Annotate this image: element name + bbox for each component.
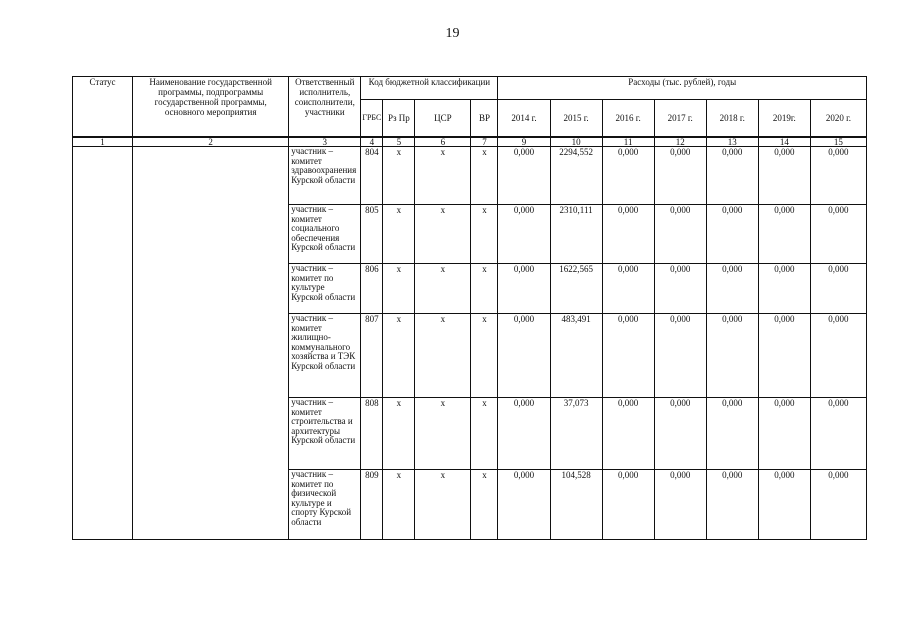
column-number: 13	[706, 137, 758, 147]
header-expenses: Расходы (тыс. рублей), годы	[498, 77, 867, 100]
header-year: 2017 г.	[654, 100, 706, 138]
csr-cell: х	[415, 398, 471, 470]
header-budget-code: Код бюджетной классификации	[361, 77, 498, 100]
value-cell: 0,000	[810, 470, 866, 540]
value-cell: 0,000	[654, 314, 706, 398]
status-cell	[73, 147, 133, 540]
value-cell: 0,000	[498, 314, 550, 398]
rzpr-cell: х	[383, 205, 415, 264]
value-cell: 0,000	[706, 398, 758, 470]
vr-cell: х	[471, 147, 498, 205]
column-number: 15	[810, 137, 866, 147]
column-number: 5	[383, 137, 415, 147]
value-cell: 0,000	[706, 314, 758, 398]
value-cell: 0,000	[602, 205, 654, 264]
value-cell: 0,000	[706, 264, 758, 314]
header-year: 2015 г.	[550, 100, 602, 138]
budget-table	[72, 76, 867, 540]
header-year: 2020 г.	[810, 100, 866, 138]
name-cell	[133, 147, 289, 540]
header-year: 2016 г.	[602, 100, 654, 138]
grbs-cell: 804	[361, 147, 383, 205]
value-cell: 0,000	[706, 147, 758, 205]
value-cell: 37,073	[550, 398, 602, 470]
column-number: 4	[361, 137, 383, 147]
page-number: 19	[445, 26, 460, 41]
header-vr: ВР	[471, 100, 498, 138]
vr-cell: х	[471, 398, 498, 470]
header-name: Наименование государственной программы, подпрограммы государственной программы, основного мероприятия	[133, 77, 289, 138]
participant-cell: участник – комитет жилищно-коммунального хозяйства и ТЭК Курской области	[289, 314, 361, 398]
value-cell: 104,528	[550, 470, 602, 540]
header-executor: Ответственный исполнитель, соисполнители, участники	[289, 77, 361, 138]
value-cell: 0,000	[602, 398, 654, 470]
rzpr-cell: х	[383, 314, 415, 398]
header-year: 2014 г.	[498, 100, 550, 138]
column-number: 11	[602, 137, 654, 147]
header-rzpr: Рз Пр	[383, 100, 415, 138]
value-cell: 0,000	[602, 264, 654, 314]
column-number: 10	[550, 137, 602, 147]
table-row	[73, 147, 867, 205]
value-cell: 0,000	[810, 314, 866, 398]
value-cell: 1622,565	[550, 264, 602, 314]
grbs-cell: 806	[361, 264, 383, 314]
value-cell: 0,000	[602, 470, 654, 540]
value-cell: 483,491	[550, 314, 602, 398]
value-cell: 2310,111	[550, 205, 602, 264]
value-cell: 0,000	[758, 147, 810, 205]
vr-cell: х	[471, 470, 498, 540]
csr-cell: х	[415, 147, 471, 205]
participant-cell: участник – комитет по физической культуре и спорту Курской области	[289, 470, 361, 540]
csr-cell: х	[415, 314, 471, 398]
column-number: 6	[415, 137, 471, 147]
vr-cell: х	[471, 264, 498, 314]
value-cell: 0,000	[498, 398, 550, 470]
value-cell: 0,000	[602, 147, 654, 205]
value-cell: 0,000	[498, 147, 550, 205]
value-cell: 0,000	[810, 398, 866, 470]
header-csr: ЦСР	[415, 100, 471, 138]
value-cell: 0,000	[654, 398, 706, 470]
header-grbs: ГРБС	[361, 100, 383, 138]
value-cell: 0,000	[810, 147, 866, 205]
value-cell: 0,000	[498, 470, 550, 540]
csr-cell: х	[415, 264, 471, 314]
value-cell: 0,000	[758, 205, 810, 264]
value-cell: 0,000	[758, 264, 810, 314]
column-number: 7	[471, 137, 498, 147]
value-cell: 0,000	[810, 205, 866, 264]
participant-cell: участник – комитет социального обеспечения Курской области	[289, 205, 361, 264]
column-number: 1	[73, 137, 133, 147]
participant-cell: участник – комитет по культуре Курской области	[289, 264, 361, 314]
column-number: 2	[133, 137, 289, 147]
column-number: 3	[289, 137, 361, 147]
value-cell: 0,000	[706, 470, 758, 540]
value-cell: 0,000	[706, 205, 758, 264]
value-cell: 0,000	[602, 314, 654, 398]
vr-cell: х	[471, 205, 498, 264]
column-number: 14	[758, 137, 810, 147]
value-cell: 0,000	[654, 147, 706, 205]
header-status: Статус	[73, 77, 133, 138]
grbs-cell: 809	[361, 470, 383, 540]
value-cell: 0,000	[498, 264, 550, 314]
value-cell: 2294,552	[550, 147, 602, 205]
rzpr-cell: х	[383, 147, 415, 205]
grbs-cell: 808	[361, 398, 383, 470]
grbs-cell: 807	[361, 314, 383, 398]
column-number: 9	[498, 137, 550, 147]
value-cell: 0,000	[758, 470, 810, 540]
value-cell: 0,000	[654, 205, 706, 264]
participant-cell: участник – комитет строительства и архитектуры Курской области	[289, 398, 361, 470]
grbs-cell: 805	[361, 205, 383, 264]
vr-cell: х	[471, 314, 498, 398]
header-year: 2019г.	[758, 100, 810, 138]
value-cell: 0,000	[758, 314, 810, 398]
value-cell: 0,000	[758, 398, 810, 470]
value-cell: 0,000	[498, 205, 550, 264]
rzpr-cell: х	[383, 398, 415, 470]
rzpr-cell: х	[383, 264, 415, 314]
column-number: 12	[654, 137, 706, 147]
value-cell: 0,000	[654, 264, 706, 314]
header-year: 2018 г.	[706, 100, 758, 138]
csr-cell: х	[415, 470, 471, 540]
rzpr-cell: х	[383, 470, 415, 540]
csr-cell: х	[415, 205, 471, 264]
value-cell: 0,000	[810, 264, 866, 314]
value-cell: 0,000	[654, 470, 706, 540]
participant-cell: участник – комитет здравоохранения Курской области	[289, 147, 361, 205]
